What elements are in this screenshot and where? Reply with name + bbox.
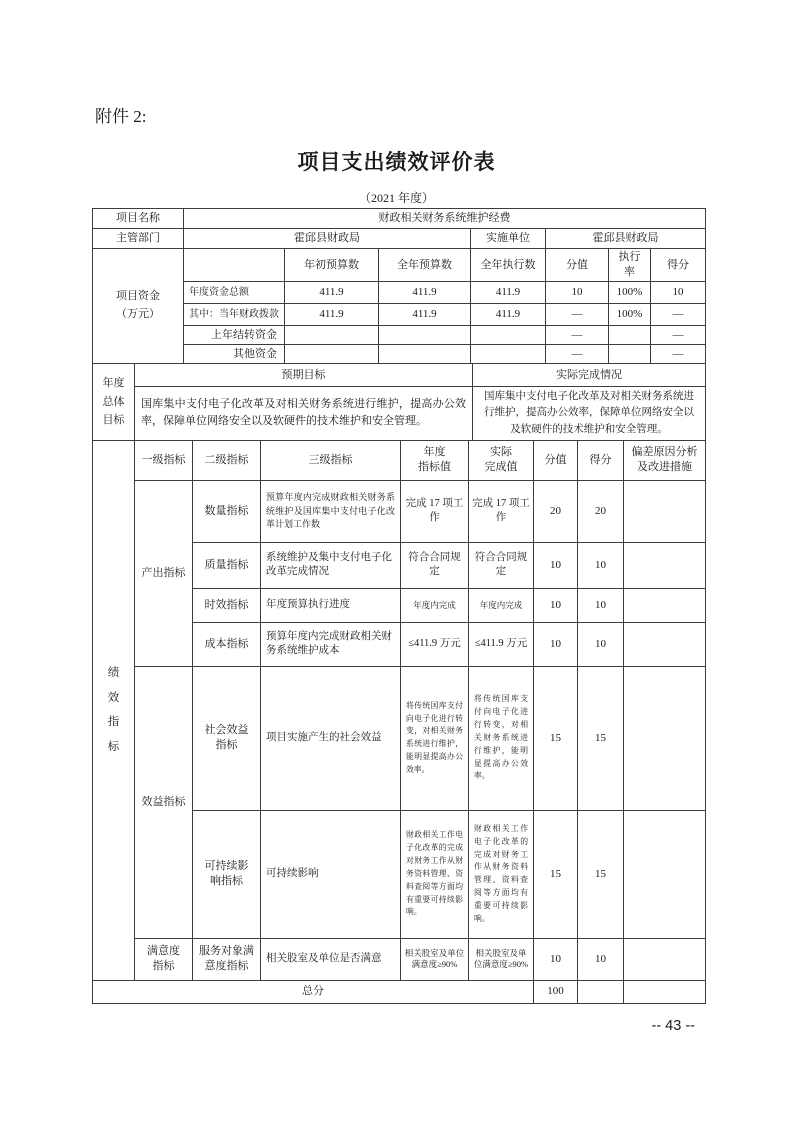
- total-points-cell: 100: [534, 980, 578, 1003]
- level1-satisfaction: 满意度 指标: [135, 938, 193, 980]
- fund-value-cell: —: [651, 304, 706, 326]
- empty-cell: [578, 980, 624, 1003]
- dept-value: 霍邱县财政局: [184, 229, 471, 249]
- fund-value-cell: [471, 326, 546, 345]
- col-header-actual: 实际 完成值: [469, 440, 534, 480]
- points-cell: 20: [534, 480, 578, 542]
- deviation-cell: [624, 588, 706, 622]
- actual-cell: 相关股室及单位满意度≥90%: [469, 938, 534, 980]
- annual-goal-label: 年度 总体 目标: [93, 364, 135, 441]
- impl-unit-label: 实施单位: [471, 229, 546, 249]
- indicator-row-quantity: [93, 480, 706, 542]
- actual-cell: ≤411.9 万元: [469, 622, 534, 666]
- actual-cell: 完成 17 项工作: [469, 480, 534, 542]
- col-header-level2: 二级指标: [193, 440, 261, 480]
- score-cell: 20: [578, 480, 624, 542]
- impl-unit-value: 霍邱县财政局: [546, 229, 706, 249]
- fund-value-cell: [609, 345, 651, 364]
- level1-benefit: 效益指标: [135, 666, 193, 938]
- fund-row-appropriation: [93, 304, 706, 326]
- level3-cell: 预算年度内完成财政相关财务系统维护及国库集中支付电子化改革计划工作数: [261, 480, 401, 542]
- expected-goal-text: 国库集中支付电子化改革及对相关财务系统进行维护，提高办公效率，保障单位网络安全以及软硬件的技术维护和安全管理。: [135, 387, 473, 441]
- fund-value-cell: —: [651, 326, 706, 345]
- fund-value-cell: [609, 326, 651, 345]
- level2-cell: 成本指标: [193, 622, 261, 666]
- evaluation-table: [92, 208, 705, 1004]
- score-cell: 10: [578, 938, 624, 980]
- fund-value-cell: 411.9: [471, 304, 546, 326]
- fund-row-label: 年度资金总额: [184, 282, 285, 304]
- info-funds-table: [92, 208, 706, 364]
- fund-value-cell: 411.9: [285, 282, 379, 304]
- actual-cell: 年度内完成: [469, 588, 534, 622]
- indicators-table: [92, 440, 706, 1004]
- score-cell: 10: [578, 542, 624, 588]
- annual-goal-table: [92, 363, 706, 441]
- fund-value-cell: 100%: [609, 304, 651, 326]
- deviation-cell: [624, 480, 706, 542]
- actual-cell: 财政相关工作电子化改革的完成对财务工作从财务资料管理、资料查阅等方面均有重要可持续影响。: [469, 810, 534, 938]
- performance-indicators-label: 绩 效 指 标: [93, 440, 135, 980]
- score-cell: 10: [578, 588, 624, 622]
- level3-cell: 可持续影响: [261, 810, 401, 938]
- goal-header-row: [93, 364, 706, 387]
- funds-col-header: 执行 率: [609, 249, 651, 282]
- project-name-label: 项目名称: [93, 209, 184, 229]
- col-header-level1: 一级指标: [135, 440, 193, 480]
- deviation-cell: [624, 810, 706, 938]
- fund-row-other: [93, 345, 706, 364]
- target-cell: 将传统国库支付向电子化进行转变，对相关财务系统进行维护，能明显提高办公效率。: [401, 666, 469, 810]
- expected-goal-header: 预期目标: [135, 364, 473, 387]
- level3-cell: 项目实施产生的社会效益: [261, 666, 401, 810]
- department-row: [93, 229, 706, 249]
- fund-value-cell: 10: [651, 282, 706, 304]
- deviation-cell: [624, 542, 706, 588]
- fund-value-cell: 411.9: [285, 304, 379, 326]
- score-cell: 10: [578, 622, 624, 666]
- fund-value-cell: —: [651, 345, 706, 364]
- fund-value-cell: 10: [546, 282, 609, 304]
- target-cell: 完成 17 项工作: [401, 480, 469, 542]
- goal-content-row: [93, 387, 706, 441]
- level3-cell: 年度预算执行进度: [261, 588, 401, 622]
- fund-value-cell: —: [546, 345, 609, 364]
- fund-row-carryover: [93, 326, 706, 345]
- fund-value-cell: [471, 345, 546, 364]
- points-cell: 15: [534, 666, 578, 810]
- score-cell: 15: [578, 810, 624, 938]
- level2-cell: 数量指标: [193, 480, 261, 542]
- points-cell: 15: [534, 810, 578, 938]
- deviation-cell: [624, 938, 706, 980]
- points-cell: 10: [534, 588, 578, 622]
- funds-header-row: [93, 249, 706, 282]
- fund-row-label: 其中：当年财政拨款: [184, 304, 285, 326]
- indicator-row-social-benefit: [93, 666, 706, 810]
- funds-section-label: 项目资金 （万元）: [93, 249, 184, 364]
- fund-row-label: 上年结转资金: [184, 326, 285, 345]
- dept-label: 主管部门: [93, 229, 184, 249]
- indicator-row-satisfaction: [93, 938, 706, 980]
- actual-result-text: 国库集中支付电子化改革及对相关财务系统进行维护，提高办公效率，保障单位网络安全以及软硬件的技术维护和安全管理。: [473, 387, 706, 441]
- level1-output: 产出指标: [135, 480, 193, 666]
- col-header-score: 得分: [578, 440, 624, 480]
- level2-cell: 时效指标: [193, 588, 261, 622]
- empty-cell: [184, 249, 285, 282]
- fund-value-cell: 411.9: [379, 304, 471, 326]
- target-cell: ≤411.9 万元: [401, 622, 469, 666]
- level3-cell: 预算年度内完成财政相关财务系统维护成本: [261, 622, 401, 666]
- level2-cell: 质量指标: [193, 542, 261, 588]
- target-cell: 年度内完成: [401, 588, 469, 622]
- fund-value-cell: —: [546, 326, 609, 345]
- fund-value-cell: —: [546, 304, 609, 326]
- actual-cell: 将传统国库支付向电子化进行转变，对相关财务系统进行维护，能明显提高办公效率。: [469, 666, 534, 810]
- attachment-label: 附件 2:: [95, 107, 147, 126]
- funds-col-header: 全年预算数: [379, 249, 471, 282]
- fund-row-total: [93, 282, 706, 304]
- fund-value-cell: [285, 326, 379, 345]
- col-header-points: 分值: [534, 440, 578, 480]
- col-header-level3: 三级指标: [261, 440, 401, 480]
- deviation-cell: [624, 622, 706, 666]
- col-header-deviation: 偏差原因分析 及改进措施: [624, 440, 706, 480]
- fund-value-cell: [379, 326, 471, 345]
- target-cell: 符合合同规定: [401, 542, 469, 588]
- empty-cell: [624, 980, 706, 1003]
- level3-cell: 相关股室及单位是否满意: [261, 938, 401, 980]
- actual-result-header: 实际完成情况: [473, 364, 706, 387]
- points-cell: 10: [534, 622, 578, 666]
- col-header-target: 年度 指标值: [401, 440, 469, 480]
- target-cell: 相关股室及单位满意度≥90%: [401, 938, 469, 980]
- level3-cell: 系统维护及集中支付电子化改革完成情况: [261, 542, 401, 588]
- fund-value-cell: [379, 345, 471, 364]
- fund-value-cell: 100%: [609, 282, 651, 304]
- level2-cell: 可持续影 响指标: [193, 810, 261, 938]
- project-name-value: 财政相关财务系统维护经费: [184, 209, 706, 229]
- fund-value-cell: [285, 345, 379, 364]
- funds-col-header: 年初预算数: [285, 249, 379, 282]
- points-cell: 10: [534, 542, 578, 588]
- funds-col-header: 分值: [546, 249, 609, 282]
- indicators-header-row: [93, 440, 706, 480]
- total-score-row: [93, 980, 706, 1003]
- total-score-label: 总分: [93, 980, 534, 1003]
- level2-cell: 社会效益 指标: [193, 666, 261, 810]
- project-name-row: [93, 209, 706, 229]
- funds-col-header: 全年执行数: [471, 249, 546, 282]
- target-cell: 财政相关工作电子化改革的完成对财务工作从财务资料管理、资料查阅等方面均有重要可持续影响。: [401, 810, 469, 938]
- fund-row-label: 其他资金: [184, 345, 285, 364]
- funds-col-header: 得分: [651, 249, 706, 282]
- fund-value-cell: 411.9: [379, 282, 471, 304]
- fund-value-cell: 411.9: [471, 282, 546, 304]
- page-subtitle: （2021 年度）: [358, 191, 434, 205]
- page-title: 项目支出绩效评价表: [297, 150, 496, 174]
- level2-cell: 服务对象满 意度指标: [193, 938, 261, 980]
- page-number: -- 43 --: [651, 1018, 695, 1034]
- actual-cell: 符合合同规定: [469, 542, 534, 588]
- score-cell: 15: [578, 666, 624, 810]
- points-cell: 10: [534, 938, 578, 980]
- deviation-cell: [624, 666, 706, 810]
